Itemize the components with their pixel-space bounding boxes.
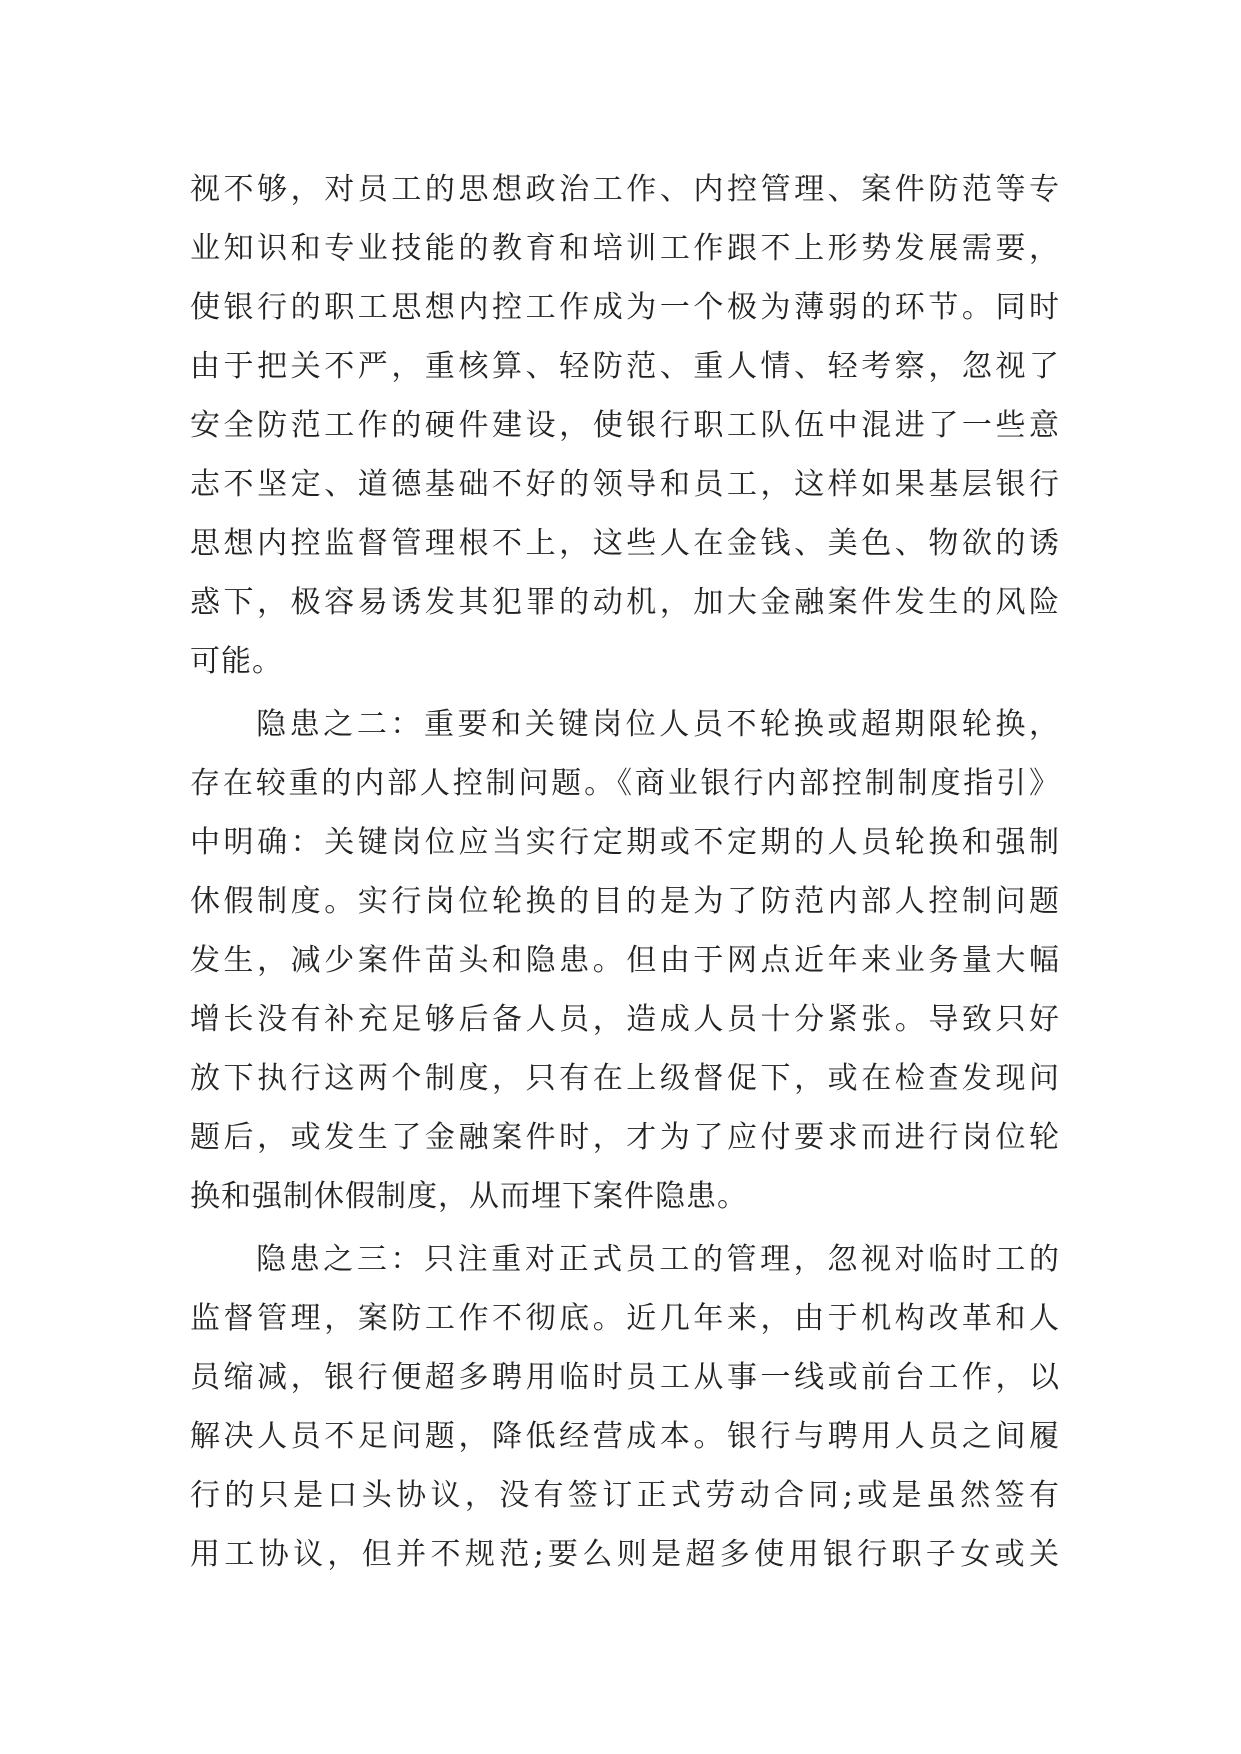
paragraph-hazard-three	[190, 1230, 1060, 1584]
text-line: 中明确：关键岗位应当实行定期或不定期的人员轮换和强制	[190, 825, 1060, 860]
text-line: 志不坚定、道德基础不好的领导和员工，这样如果基层银行	[190, 467, 1060, 502]
text-line: 换和强制休假制度，从而埋下案件隐患。	[190, 1179, 748, 1214]
text-line: 发生，减少案件苗头和隐患。但由于网点近年来业务量大幅	[190, 943, 1060, 978]
paragraph-continuation	[190, 160, 1060, 691]
text-line: 解决人员不足问题，降低经营成本。银行与聘用人员之间履	[190, 1419, 1060, 1454]
text-line: 增长没有补充足够后备人员，造成人员十分紧张。导致只好	[190, 1002, 1060, 1037]
text-line: 隐患之二：重要和关键岗位人员不轮换或超期限轮换，	[256, 707, 1060, 742]
text-line: 视不够，对员工的思想政治工作、内控管理、案件防范等专	[190, 172, 1060, 207]
text-line: 使银行的职工思想内控工作成为一个极为薄弱的环节。同时	[190, 290, 1060, 325]
text-line: 思想内控监督管理根不上，这些人在金钱、美色、物欲的诱	[190, 526, 1060, 561]
text-line: 放下执行这两个制度，只有在上级督促下，或在检查发现问	[190, 1061, 1060, 1096]
text-line: 隐患之三：只注重对正式员工的管理，忽视对临时工的	[256, 1242, 1060, 1277]
text-line: 员缩减，银行便超多聘用临时员工从事一线或前台工作，以	[190, 1360, 1060, 1395]
text-line: 存在较重的内部人控制问题。《商业银行内部控制制度指引》	[190, 766, 1060, 801]
text-line: 安全防范工作的硬件建设，使银行职工队伍中混进了一些意	[190, 408, 1060, 443]
text-line: 休假制度。实行岗位轮换的目的是为了防范内部人控制问题	[190, 884, 1060, 919]
text-line: 惑下，极容易诱发其犯罪的动机，加大金融案件发生的风险	[190, 585, 1060, 620]
text-line: 用工协议，但并不规范;要么则是超多使用银行职子女或关	[190, 1537, 1060, 1572]
text-line: 行的只是口头协议，没有签订正式劳动合同;或是虽然签有	[190, 1478, 1060, 1513]
body-text	[190, 160, 1060, 1584]
text-line: 题后，或发生了金融案件时，才为了应付要求而进行岗位轮	[190, 1120, 1060, 1155]
text-line: 监督管理，案防工作不彻底。近几年来，由于机构改革和人	[190, 1301, 1060, 1336]
text-line: 可能。	[190, 644, 283, 679]
paragraph-hazard-two	[190, 695, 1060, 1226]
text-line: 由于把关不严，重核算、轻防范、重人情、轻考察，忽视了	[190, 349, 1060, 384]
text-line: 业知识和专业技能的教育和培训工作跟不上形势发展需要，	[190, 231, 1060, 266]
